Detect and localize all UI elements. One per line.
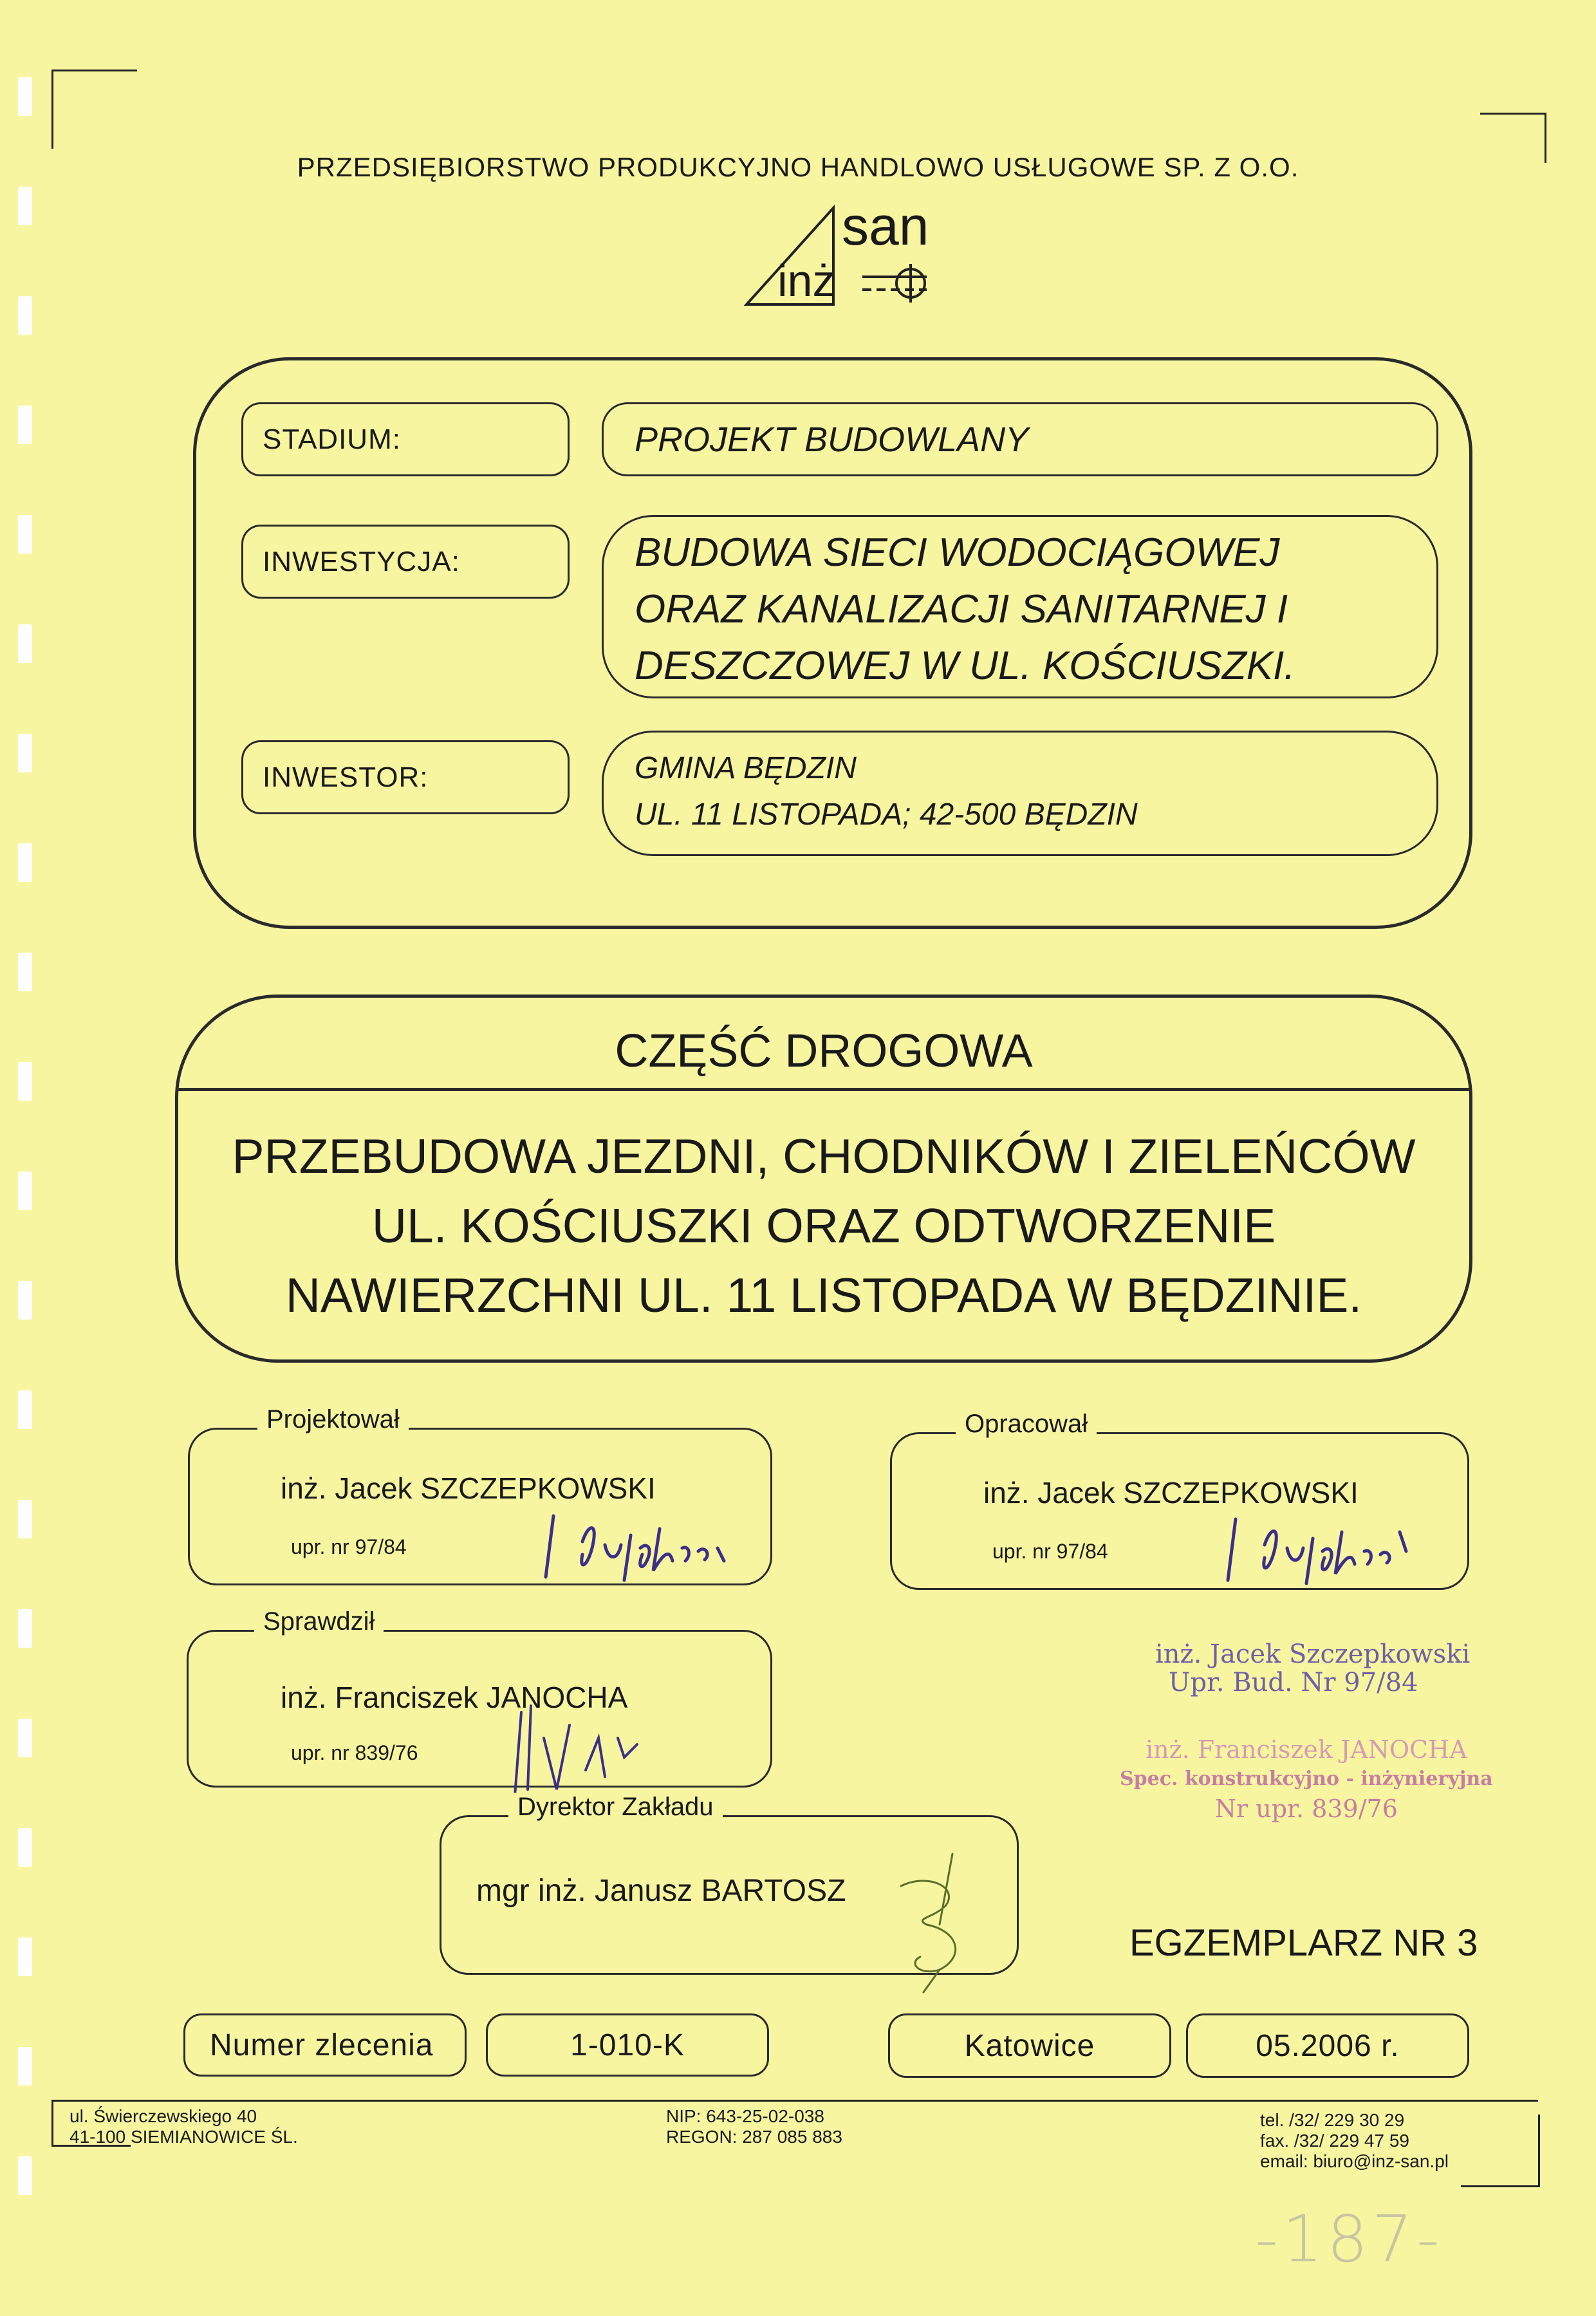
order-city-box [888,2013,1171,2078]
investment-label: INWESTYCJA: [241,525,570,599]
description-line-3: NAWIERZCHNI UL. 11 LISTOPADA W BĘDZINIE. [285,1268,1362,1322]
description-line-2: UL. KOŚCIUSZKI ORAZ ODTWORZENIE [371,1199,1276,1253]
logo-text-inz: inż [777,256,835,306]
investor-line-2: UL. 11 LISTOPADA; 42-500 BĘDZIN [635,798,1138,832]
footer-contact [1260,2110,1449,2172]
investment-line-1: BUDOWA SIECI WODOCIĄGOWEJ [635,530,1280,575]
footer-divider [51,2100,1538,2102]
description-line-1: PRZEBUDOWA JEZDNI, CHODNIKÓW I ZIELEŃCÓW [232,1129,1416,1183]
footer-nip: NIP: 643-25-02-038 [666,2106,824,2126]
stamp-janocha-line-1: inż. Franciszek JANOCHA [1145,1735,1467,1764]
director-label: Dyrektor Zakładu [508,1793,723,1822]
footer-tel: tel. /32/ 229 30 29 [1260,2110,1405,2130]
section-title: CZĘŚĆ DROGOWA [615,1025,1033,1077]
section-panel [175,995,1472,1363]
stamp-szczepkowski-line-1: inż. Jacek Szczepkowski [1155,1639,1471,1669]
section-description [178,1121,1469,1330]
footer-address-line-2: 41-100 SIEMIANOWICE ŚL. [70,2127,298,2147]
footer-email: email: biuro@inz-san.pl [1260,2151,1449,2171]
signature-janocha [508,1699,701,1802]
signature-bartosz [862,1847,991,1995]
prepared-by-label: Opracował [956,1410,1097,1439]
order-city: Katowice [964,2028,1095,2063]
checked-by-label: Sprawdził [254,1607,384,1636]
stamp-szczepkowski-line-2: Upr. Bud. Nr 97/84 [1168,1668,1418,1697]
designed-by-label: Projektował [257,1405,409,1434]
section-divider [178,1088,1469,1091]
company-name: PRZEDSIĘBIORSTWO PRODUKCYJNO HANDLOWO USŁUGOWE SP. Z O.O. [297,152,1299,182]
footer-registration [666,2106,842,2147]
signature-szczepkowski-2 [1210,1513,1454,1590]
footer-regon: REGON: 287 085 883 [666,2127,842,2147]
signature-szczepkowski-1 [528,1509,772,1587]
page-mark: -187- [1255,2201,1444,2277]
prepared-by-license: upr. nr 97/84 [992,1540,1108,1563]
company-logo [734,196,940,315]
order-label: Numer zlecenia [210,2028,434,2062]
order-label-box [183,2013,467,2077]
investment-line-2: ORAZ KANALIZACJI SANITARNEJ I [635,587,1288,631]
investment-line-3: DESZCZOWEJ W UL. KOŚCIUSZKI. [635,644,1295,688]
footer-address-line-1: ul. Świerczewskiego 40 [70,2106,257,2126]
order-date: 05.2006 r. [1256,2028,1400,2063]
crop-mark-top-left [51,70,137,149]
checked-by-name: inż. Franciszek JANOCHA [281,1681,628,1714]
stamp-janocha-line-3: Nr upr. 839/76 [1214,1795,1398,1823]
stamp-janocha [1120,1735,1493,1824]
footer-fax: fax. /32/ 229 47 59 [1260,2131,1409,2151]
investor-label: INWESTOR: [241,740,570,814]
checked-by-license: upr. nr 839/76 [291,1741,418,1764]
order-number-box [486,2013,769,2077]
designed-by-name: inż. Jacek SZCZEPKOWSKI [281,1471,656,1505]
designed-by-license: upr. nr 97/84 [291,1535,407,1558]
footer-address [70,2106,298,2147]
stadium-value: PROJEKT BUDOWLANY [635,420,1029,459]
prepared-by-name: inż. Jacek SZCZEPKOWSKI [983,1476,1359,1509]
investment-value-box [602,515,1438,698]
crop-mark-bottom-right [1461,2115,1540,2187]
logo-text-san: san [842,196,929,256]
stamp-janocha-line-2: Spec. konstrukcyjno - inżynieryjna [1120,1768,1493,1790]
investor-line-1: GMINA BĘDZIN [635,751,857,785]
order-number: 1-010-K [570,2028,685,2062]
copy-number: EGZEMPLARZ NR 3 [1129,1922,1478,1964]
stadium-value-box [602,402,1438,476]
order-date-box [1186,2013,1469,2078]
director-name: mgr inż. Janusz BARTOSZ [476,1874,846,1908]
investor-value-box [602,731,1438,856]
stamp-szczepkowski [1155,1640,1470,1697]
stadium-label: STADIUM: [241,402,570,476]
